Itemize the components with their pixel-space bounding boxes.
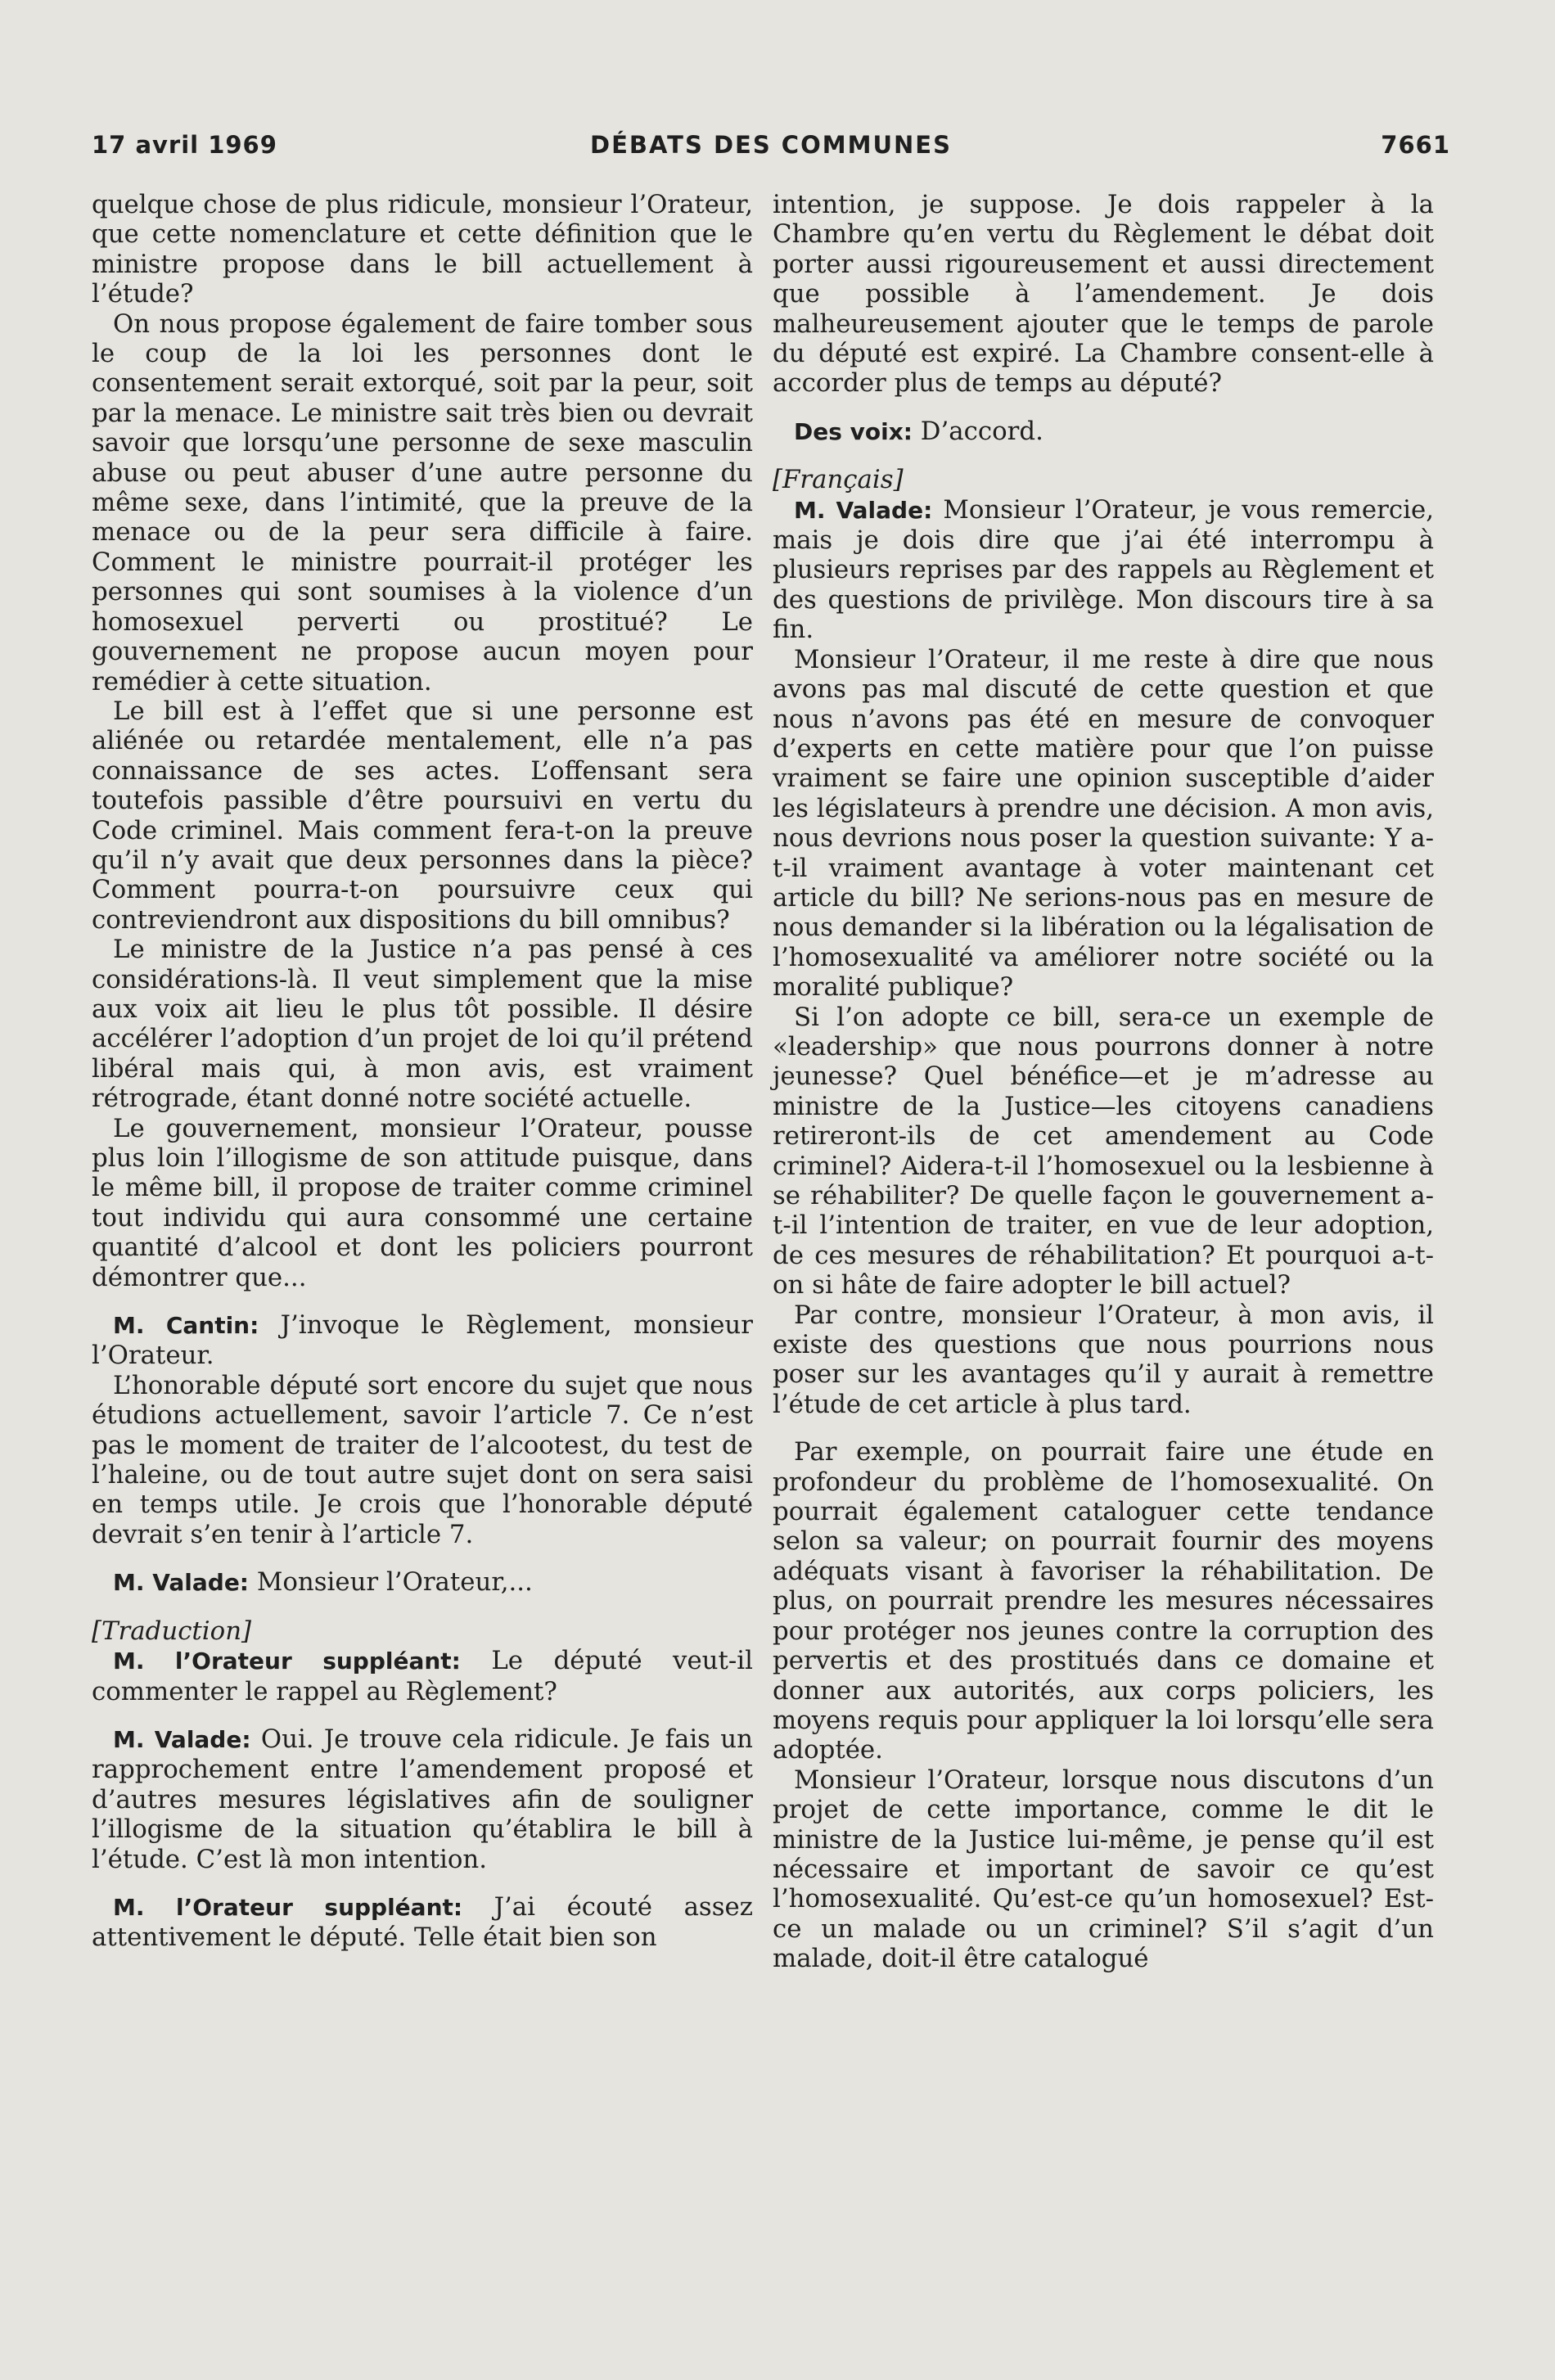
page-header bbox=[92, 131, 1450, 167]
paragraph bbox=[773, 645, 1434, 1003]
paragraph-text: D’accord. bbox=[920, 416, 1043, 446]
paragraph-text: Le ministre de la Justice n’a pas pensé à ces considérations-là. Il veut simplement que la mise aux voix ait lieu le plus tôt possible. Il désire accélérer l’adoption d’un projet de loi qu’il prétend libéral mais qui, à mon avis, est vraiment rétrograde, étant donné notre société actuelle. bbox=[92, 935, 753, 1114]
paragraph-text: intention, je suppose. Je dois rappeler à la Chambre qu’en vertu du Règlement le débat doit porter aussi rigoureusement et aussi directement que possible à l’amendement. Je dois malheureusement ajouter que le temps de parole du député est expiré. La Chambre consent-elle à accorder plus de temps au député? bbox=[773, 190, 1434, 399]
speech-paragraph bbox=[92, 1724, 753, 1874]
paragraph-text: Monsieur l’Orateur,... bbox=[256, 1567, 533, 1598]
paragraph-text: Le député veut-il commenter le rappel au Règlement? bbox=[92, 1646, 753, 1706]
paragraph-text: Si l’on adopte ce bill, sera-ce un exemple de «leadership» que nous pourrons donner à notre jeunesse? Quel bénéfice—et je m’adresse au ministre de la Justice—les citoyens canadiens retireront-ils de cet amendement au Code criminel? Aidera-t-il l’homosexuel ou la lesbienne à se réhabiliter? De quelle façon le gouvernement a-t-il l’intention de traiter, en vue de leur adoption, de ces mesures de réhabilitation? Et pourquoi a-t-on si hâte de faire adopter le bill actuel? bbox=[773, 1002, 1434, 1300]
paragraph-text: Le bill est à l’effet que si une personne est aliénée ou retardée mentalement, elle n’a pas connaissance de ses actes. L’offensant sera toutefois passible d’être poursuivi en vertu du Code criminel. Mais comment fera-t-on la preuve qu’il n’y avait que deux personnes dans la pièce? Comment pourra-t-on poursuivre ceux qui contreviendront aux dispositions du bill omnibus? bbox=[92, 696, 753, 935]
speech-paragraph bbox=[92, 1310, 753, 1371]
paragraph-text: Par contre, monsieur l’Orateur, à mon avis, il existe des questions que nous pourrions nous poser sur les avantages qu’il y aurait à remettre l’étude de cet article à plus tard. bbox=[773, 1300, 1434, 1419]
speaker-name: M. l’Orateur suppléant: bbox=[113, 1893, 463, 1921]
paragraph-continued bbox=[773, 190, 1434, 399]
paragraph bbox=[92, 1114, 753, 1292]
paragraph-text: quelque chose de plus ridicule, monsieur l’Orateur, que cette nomenclature et cette définition que le ministre propose dans le bill actuellement à l’étude? bbox=[92, 190, 753, 309]
speech-paragraph bbox=[92, 1646, 753, 1706]
header-date: 17 avril 1969 bbox=[92, 131, 277, 159]
paragraph bbox=[92, 1371, 753, 1549]
paragraph-text: [Traduction] bbox=[92, 1616, 252, 1646]
paragraph-text: Le gouvernement, monsieur l’Orateur, pousse plus loin l’illogisme de son attitude puisque, dans le même bill, il propose de traiter comme criminel tout individu qui aura consommé une certaine quantité d’alcool et dont les policiers pourront démontrer que... bbox=[92, 1113, 753, 1292]
paragraph-text: J’ai écouté assez attentivement le député. Telle était bien son bbox=[92, 1891, 753, 1953]
paragraph-text: [Français] bbox=[773, 465, 904, 495]
speaker-name: Des voix: bbox=[794, 417, 913, 445]
speech-paragraph bbox=[773, 495, 1434, 645]
language-marker bbox=[773, 465, 1434, 494]
paragraph-text: J’invoque le Règlement, monsieur l’Orateur. bbox=[92, 1310, 753, 1371]
paragraph bbox=[773, 1300, 1434, 1420]
paragraph-continued bbox=[92, 190, 753, 309]
paragraph-text: L’honorable député sort encore du sujet que nous étudions actuellement, savoir l’article 7. Ce n’est pas le moment de traiter de l’alcootest, du test de l’haleine, ou de tout autre sujet dont on sera saisi en temps utile. Je crois que l’honorable député devrait s’en tenir à l’article 7. bbox=[92, 1370, 753, 1549]
paragraph-text: Monsieur l’Orateur, lorsque nous discutons d’un projet de cette importance, comme le dit le ministre de la Justice lui-même, je pense qu’il est nécessaire et important de savoir ce qu’est l’homosexualité. Qu’est-ce qu’un homosexuel? Est-ce un malade ou un criminel? S’il s’agit d’un malade, doit-il être catalogué bbox=[773, 1765, 1434, 1974]
paragraph bbox=[773, 1765, 1434, 1974]
speaker-name: M. Valade: bbox=[794, 496, 933, 524]
speech-paragraph bbox=[92, 1567, 753, 1598]
speech-paragraph bbox=[92, 1892, 753, 1953]
paragraph-text: Monsieur l’Orateur, il me reste à dire que nous avons pas mal discuté de cette question et que nous n’avons pas été en mesure de convoquer d’experts en cette matière pour que l’on puisse vraiment se faire une opinion susceptible d’aider les législateurs à prendre une décision. A mon avis, nous devrions nous poser la question suivante: Y a-t-il vraiment avantage à voter maintenant cet article du bill? Ne serions-nous pas en mesure de nous demander si la libération ou la légalisation de l’homosexualité va améliorer notre société ou la moralité publique? bbox=[773, 644, 1434, 1003]
paragraph bbox=[92, 309, 753, 696]
left-column bbox=[92, 190, 753, 1953]
speaker-name: M. Valade: bbox=[113, 1725, 251, 1753]
paragraph bbox=[773, 1437, 1434, 1765]
speech-paragraph bbox=[773, 417, 1434, 447]
page-number: 7661 bbox=[1381, 131, 1450, 159]
speaker-name: M. Cantin: bbox=[113, 1312, 259, 1340]
paragraph-text: On nous propose également de faire tomber sous le coup de la loi les personnes dont le consentement serait extorqué, soit par la peur, soit par la menace. Le ministre sait très bien ou devrait savoir que lorsqu’une personne de sexe masculin abuse ou peut abuser d’une autre personne du même sexe, dans l’intimité, que la preuve de la menace ou de la peur sera difficile à faire. Comment le ministre pourrait-il protéger les personnes qui sont soumises à la violence d’un homosexuel perverti ou prostitué? Le gouvernement ne propose aucun moyen pour remédier à cette situation. bbox=[92, 309, 753, 696]
paragraph-text: Monsieur l’Orateur, je vous remercie, mais je dois dire que j’ai été interrompu à plusieurs reprises par des rappels au Règlement et des questions de privilège. Mon discours tire à sa fin. bbox=[773, 494, 1434, 645]
speaker-name: M. l’Orateur suppléant: bbox=[113, 1648, 461, 1675]
paragraph-text: Oui. Je trouve cela ridicule. Je fais un rapprochement entre l’amendement proposé et d’autres mesures législatives afin de souligner l’illogisme de la situation qu’établira le bill à l’étude. C’est là mon intention. bbox=[92, 1724, 753, 1874]
paragraph-text: Par exemple, on pourrait faire une étude en profondeur du problème de l’homosexualité. On pourrait également cataloguer cette tendance selon sa valeur; on pourrait fournir des moyens adéquats visant à favoriser la réhabilitation. De plus, on pourrait prendre les mesures nécessaires pour protéger nos jeunes contre la corruption des pervertis et des prostitués dans ce domaine et donner aux autorités, aux corps policiers, les moyens requis pour appliquer la loi lorsqu’elle sera adoptée. bbox=[773, 1437, 1434, 1765]
right-column bbox=[773, 190, 1434, 1974]
header-title: DÉBATS DES COMMUNES bbox=[590, 131, 952, 159]
language-marker bbox=[92, 1616, 753, 1646]
paragraph bbox=[92, 935, 753, 1113]
paragraph bbox=[773, 1003, 1434, 1300]
speaker-name: M. Valade: bbox=[113, 1569, 250, 1597]
paragraph bbox=[92, 696, 753, 935]
